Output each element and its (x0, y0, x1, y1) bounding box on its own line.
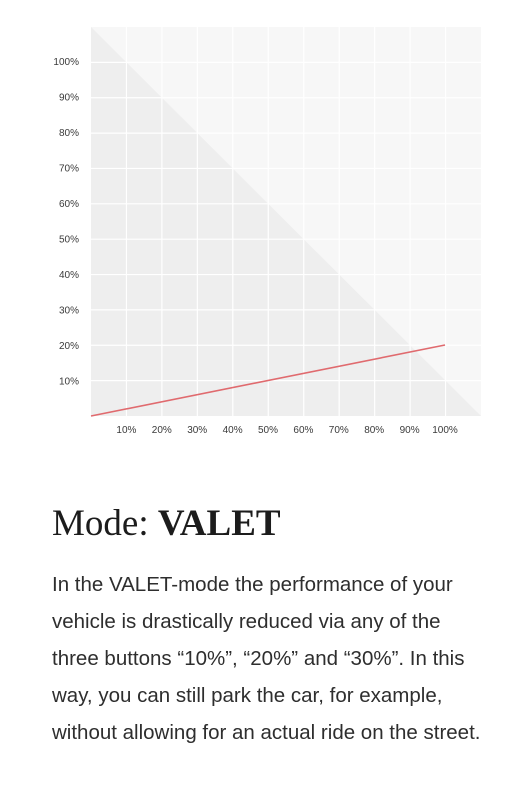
x-tick-label: 40% (222, 425, 243, 436)
x-tick-label: 20% (151, 425, 172, 436)
x-tick-label: 70% (328, 425, 349, 436)
mode-heading-name: VALET (157, 503, 281, 544)
x-axis-ticks (116, 425, 458, 436)
x-tick-label: 90% (399, 425, 420, 436)
y-tick-label: 10% (58, 376, 79, 388)
x-tick-label: 60% (293, 425, 314, 436)
y-tick-label: 20% (58, 341, 79, 352)
y-tick-label: 100% (53, 57, 79, 68)
x-tick-label: 80% (364, 425, 385, 436)
mode-description: In the VALET-mode the performance of your vehicle is drastically reduced via any of the three buttons “10%”, “20%” and “30%”. In this way, you can still park the car, for example, without allowing for an actual ride on the street. (52, 573, 481, 744)
y-axis-ticks (53, 57, 79, 388)
y-tick-label: 90% (58, 92, 79, 104)
mode-heading (52, 500, 281, 548)
y-tick-label: 30% (58, 305, 79, 317)
x-tick-label: 30% (187, 425, 208, 436)
mode-heading-prefix: Mode: (52, 503, 158, 544)
y-tick-label: 70% (58, 163, 79, 175)
y-tick-label: 80% (58, 128, 79, 139)
y-tick-label: 60% (58, 199, 79, 210)
y-tick-label: 40% (58, 270, 79, 281)
y-tick-label: 50% (58, 234, 79, 246)
x-tick-label: 50% (257, 425, 279, 436)
x-tick-label: 10% (116, 425, 137, 436)
x-tick-label: 100% (432, 425, 458, 436)
